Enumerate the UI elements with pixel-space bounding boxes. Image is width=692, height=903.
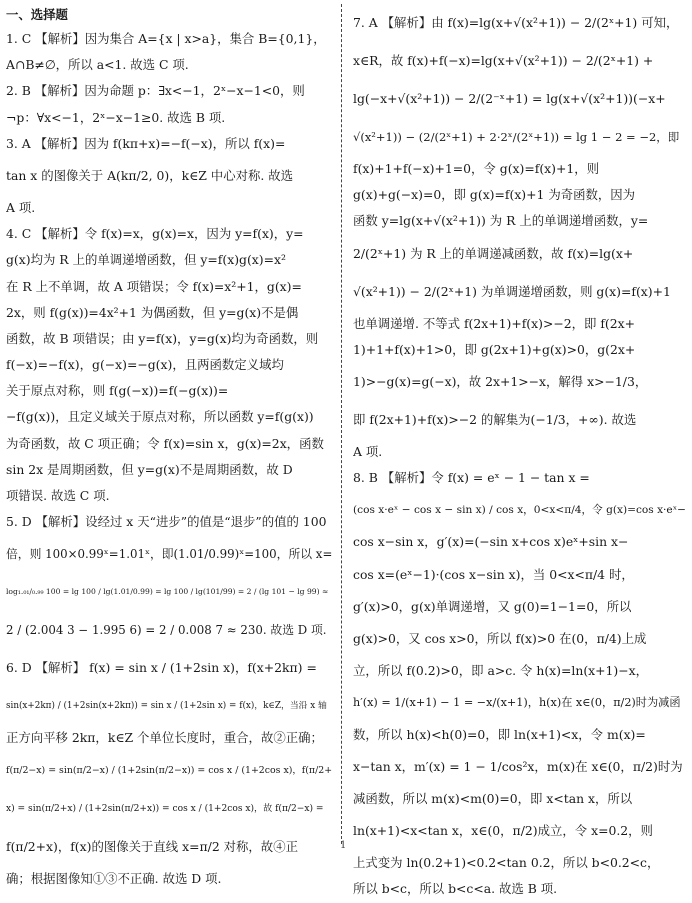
text-line: 数，所以 h(x)<h(0)=0，即 ln(x+1)<x，令 m(x)= xyxy=(353,726,646,742)
text-line: x−tan x，m′(x) = 1 − 1/cos²x，m(x)在 x∈(0，π/2)时为 xyxy=(353,759,683,775)
text-line: 2/(2ˣ+1) 为 R 上的单调递减函数，故 f(x)=lg(x+ xyxy=(353,245,634,261)
text-line: 为奇函数，故 C 项正确；令 f(x)=sin x，g(x)=2x，函数 xyxy=(6,435,324,451)
left-text-block xyxy=(6,26,332,892)
column-divider xyxy=(341,4,342,844)
text-line: (cos x·eˣ − cos x − sin x) / cos x，0<x<π/4，令 g(x)=cos x·eˣ− xyxy=(353,504,686,517)
text-line: 4. C 【解析】令 f(x)=x，g(x)=x，因为 y=f(x)，y= xyxy=(6,226,304,242)
text-line: 确；根据图像知①③不正确. 故选 D 项. xyxy=(6,870,222,886)
text-line: 即 f(2x+1)+f(x)>−2 的解集为(−1/3，+∞). 故选 xyxy=(353,411,637,427)
text-line: g(x)均为 R 上的单调递增函数，但 y=f(x)g(x)=x² xyxy=(6,252,286,268)
text-line: 也单调递增. 不等式 f(2x+1)+f(x)>−2，即 f(2x+ xyxy=(353,315,635,331)
text-line: 函数 y=lg(x+√(x²+1)) 为 R 上的单调递增函数，y= xyxy=(353,213,649,229)
text-line: 减函数，所以 m(x)<m(0)=0，即 x<tan x，所以 xyxy=(353,791,633,807)
text-line: A∩B≠∅，所以 a<1. 故选 C 项. xyxy=(6,57,189,73)
text-line: g(x)>0，又 cos x>0，所以 f(x)>0 在(0，π/4)上成 xyxy=(353,630,647,646)
text-line: 正方向平移 2kπ，k∈Z 个单位长度时，重合，故②正确； xyxy=(6,730,323,746)
text-line: ¬p：∀x<−1，2ˣ−x−1≥0. 故选 B 项. xyxy=(6,109,226,125)
text-line: 2x，则 f(g(x))=4x²+1 为偶函数，但 y=g(x)不是偶 xyxy=(6,304,299,320)
text-line: cos x−sin x，g′(x)=(−sin x+cos x)eˣ+sin x− xyxy=(353,534,629,550)
text-line: ln(x+1)<x<tan x，x∈(0，π/2)成立，令 x=0.2，则 xyxy=(353,823,653,839)
text-line: 项错误. 故选 C 项. xyxy=(6,488,110,503)
text-line: x) = sin(π/2+x) / (1+2sin(π/2+x)) = cos x / (1+2cos x)，故 f(π/2−x) = xyxy=(6,803,324,814)
text-line: f(π/2−x) = sin(π/2−x) / (1+2sin(π/2−x)) = cos x / (1+2cos x)，f(π/2+ xyxy=(6,764,332,776)
text-line: x∈R，故 f(x)+f(−x)=lg(x+√(x²+1)) − 2/(2ˣ+1) + xyxy=(353,53,654,68)
text-line: A 项. xyxy=(353,443,383,459)
text-line: sin 2x 是周期函数，但 y=g(x)不是周期函数，故 D xyxy=(6,461,293,477)
text-line: 函数，故 B 项错误；由 y=f(x)，y=g(x)均为奇函数，则 xyxy=(6,330,319,346)
right-text-block xyxy=(353,4,686,903)
text-line: A 项. xyxy=(6,199,36,215)
text-line: 立，所以 f(0.2)>0，即 a>c. 令 h(x)=ln(x+1)−x， xyxy=(353,662,649,678)
text-line: 上式变为 ln(0.2+1)<0.2<tan 0.2，所以 b<0.2<c， xyxy=(353,855,660,871)
text-line: 8. B 【解析】令 f(x) = eˣ − 1 − tan x = xyxy=(353,470,590,486)
text-line: f(−x)=−f(x)，g(−x)=−g(x)，且两函数定义域均 xyxy=(6,357,284,373)
text-line: −f(g(x))，且定义域关于原点对称，所以函数 y=f(g(x)) xyxy=(6,409,314,425)
text-line: √(x²+1)) − (2/(2ˣ+1) + 2·2ˣ/(2ˣ+1)) = lg 1 − 2 = −2，即 xyxy=(353,130,680,144)
text-line: 3. A 【解析】因为 f(kπ+x)=−f(−x)，所以 f(x)= xyxy=(6,135,286,151)
text-line: 倍，则 100×0.99ˣ=1.01ˣ，即(1.01/0.99)ˣ=100，所以 x= xyxy=(6,547,332,562)
text-line: 2 / (2.004 3 − 1.995 6) = 2 / 0.008 7 ≈ 230. 故选 D 项. xyxy=(6,623,327,638)
text-line: 1. C 【解析】因为集合 A={x | x>a}，集合 B={0,1}， xyxy=(6,31,326,46)
text-line: lg(−x+√(x²+1)) − 2/(2⁻ˣ+1) = lg(x+√(x²+1))(−x+ xyxy=(353,91,666,106)
text-line: cos x=(eˣ−1)·(cos x−sin x)，当 0<x<π/4 时， xyxy=(353,566,634,582)
text-line: 1)>−g(x)=g(−x)，故 2x+1>−x，解得 x>−1/3， xyxy=(353,373,648,389)
text-line: 5. D 【解析】设经过 x 天“进步”的值是“退步”的值的 100 xyxy=(6,514,327,530)
left-column xyxy=(6,4,332,892)
page-number: 1 xyxy=(340,840,347,851)
section-title: 一、选择题 xyxy=(6,7,68,22)
text-line: 7. A 【解析】由 f(x)=lg(x+√(x²+1)) − 2/(2ˣ+1) 可知， xyxy=(353,15,679,30)
text-line: tan x 的图像关于 A(kπ/2, 0)，k∈Z 中心对称. 故选 xyxy=(6,167,294,183)
text-line: f(π/2+x)，f(x)的图像关于直线 x=π/2 对称，故④正 xyxy=(6,838,298,854)
text-line: log₁.₀₁/₀.₉₉ 100 = lg 100 / lg(1.01/0.99) = lg 100 / lg(101/99) = 2 / (lg 101 − lg 99) ≈ xyxy=(6,587,329,597)
text-line: 2. B 【解析】因为命题 p：∃x<−1，2ˣ−x−1<0，则 xyxy=(6,83,305,99)
text-line: 在 R 上不单调，故 A 项错误；令 f(x)=x²+1，g(x)= xyxy=(6,278,302,294)
text-line: 6. D 【解析】 f(x) = sin x / (1+2sin x)，f(x+2kπ) = xyxy=(6,660,317,676)
right-column xyxy=(353,4,686,903)
text-line: √(x²+1)) − 2/(2ˣ+1) 为单调递增函数，则 g(x)=f(x)+1 xyxy=(353,283,671,299)
text-line: g(x)+g(−x)=0，即 g(x)=f(x)+1 为奇函数，因为 xyxy=(353,187,636,203)
text-line: g′(x)>0，g(x)单调递增，又 g(0)=1−1=0，所以 xyxy=(353,598,632,614)
text-line: sin(x+2kπ) / (1+2sin(x+2kπ)) = sin x / (1+2sin x) = f(x)，k∈Z，当沿 x 轴 xyxy=(6,701,327,712)
text-line: 所以 b<c，所以 b<c<a. 故选 B 项. xyxy=(353,881,558,897)
text-line: 1)+1+f(x)+1>0，即 g(2x+1)+g(x)>0，g(2x+ xyxy=(353,341,636,357)
text-line: f(x)+1+f(−x)+1=0，令 g(x)=f(x)+1，则 xyxy=(353,161,600,176)
text-line: h′(x) = 1/(x+1) − 1 = −x/(x+1)，h(x)在 x∈(0，π/2)时为减函 xyxy=(353,695,681,709)
text-line: 关于原点对称，则 f(g(−x))=f(−g(x))= xyxy=(6,383,229,399)
